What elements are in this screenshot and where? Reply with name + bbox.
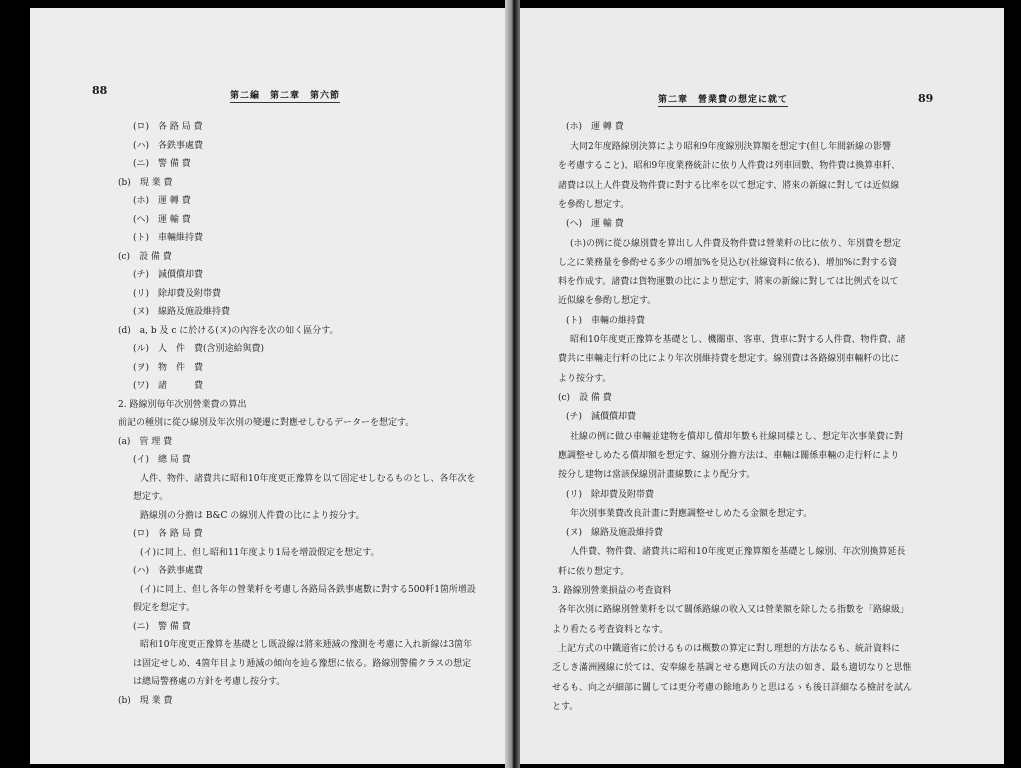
text-line: 按分し建物は當該保線別計畫線數により配分す。 [558,470,756,480]
text-line: 費共に車輛走行粁の比により年次別維持費を想定す。線別費は各路線別車輛粁の比に [558,354,900,364]
text-line: (イ)に同上、但し昭和11年度より1局を增設假定を想定す。 [140,548,380,558]
text-line: (ヲ) 物 件 費 [133,363,204,373]
running-head: 第二編 第二章 第六節 [230,88,340,103]
text-line: せるも、向之が細部に關しては更分考慮の餘地ありと思はるゝも後日詳細なる檢討を試ん [552,683,913,693]
book-gutter [505,0,520,768]
text-line: 應調整せしめたる償却額を想定す、線別分擔方法は、車輛は關係車輛の走行粁により [558,451,900,461]
text-line: 昭和10年度更正豫算を基礎とし、機關車、客車、貨車に對する人件費、物件費、諸 [570,335,906,345]
text-line: (b) 現 業 費 [118,178,173,188]
text-line: (ハ) 各鉄事處費 [133,566,204,576]
text-line: (c) 設 備 費 [558,393,612,403]
text-line: (イ)に同上、但し各年の營業粁を考慮し各路局各鉄事處數に對する500粁1箇所增設 [140,585,476,595]
text-line: 人件、物件、諸費共に昭和10年度更正豫算を以て固定せしむるものとし、各年次を [140,474,476,484]
text-line: は固定せしめ、4箇年目より逓減の傾向を辿る豫想に依る。路線別警備クラスの想定 [133,659,472,669]
text-line: (ニ) 警 備 費 [133,159,191,169]
text-line: (ワ) 諸 費 [133,381,204,391]
text-line: を考慮すること)、昭和9年度業務統計に依り人件費は列車回數、物件費は換算車粁、 [558,161,901,171]
text-line: (a) 管 理 費 [118,437,173,447]
page-number: 89 [918,92,934,105]
text-line: 社線の例に做ひ車輛並建物を償却し償却年數も社線同樣とし、想定年次事業費に對 [570,432,904,442]
text-line: 想定す。 [133,492,169,502]
text-line: 諸費は以上人件費及物件費に對する比率を以て想定す、將來の新線に對しては近似線 [558,181,900,191]
text-line: (チ) 減價償却費 [566,412,637,422]
text-line: (ホ)の例に從ひ線別費を算出し人件費及物件費は營業粁の比に依り、年別費を想定 [570,239,902,249]
text-line: は總局警務處の方針を考慮し按分す。 [133,677,286,687]
text-line: 各年次別に路線別營業粁を以て關係路線の收入又は營業額を除したる指數を「路線級」 [558,605,910,615]
text-line: (チ) 減價償却費 [133,270,204,280]
text-line: とす。 [552,702,579,712]
text-line: 粁に依り想定す。 [558,567,630,577]
running-head: 第二章 營業費の想定に就て [658,92,788,107]
text-line: (リ) 除却費及附帯費 [566,490,655,500]
page-number: 88 [92,84,108,97]
text-line: (ハ) 各鉄事處費 [133,141,204,151]
text-line: (ト) 車輛の維持費 [566,316,646,326]
text-line: (ル) 人 件 費(含別途給與費) [133,344,265,354]
section-heading: 2. 路線別毎年次別營業費の算出 [118,400,247,410]
text-line: (ヘ) 運 輸 費 [133,215,191,225]
text-line: 年次別事業費改良計畫に對應調整せしめたる金額を想定す。 [570,509,813,519]
text-line: より看たる考査資料となす。 [552,625,669,635]
text-line: (ト) 車輛維持費 [133,233,204,243]
text-line: 大同2年度路線別決算により昭和9年度線別決算額を想定す(但し年間新線の影響 [570,142,891,152]
text-line: 假定を想定す。 [133,603,196,613]
text-line: し之に業務量を參酌せる多少の增加%を見込む(社線資料に依る)、增加%に對する資 [558,258,898,268]
text-line: (ホ) 運 轉 費 [133,196,191,206]
text-line: 路線別の分擔は B&C の線別人件費の比により按分す。 [140,511,365,521]
text-line: (c) 設 備 費 [118,252,172,262]
text-line: 近似線を參酌し想定す。 [558,296,657,306]
text-line: (ヌ) 線路及施設維持費 [133,307,231,317]
text-line: を參酌し想定す。 [558,200,630,210]
text-line: 人件費、物件費、諸費共に昭和10年度更正豫算額を基礎とし線別、年次別換算延長 [570,547,906,557]
text-line: (イ) 總 局 費 [133,455,191,465]
text-line: 前記の種別に從ひ線別及年次別の變遷に對應せしむるデーターを想定す。 [118,418,415,428]
text-line: (d) a, b 及 c に於ける(ヌ)の內容を次の如く區分す。 [118,326,339,336]
text-line: 乏しき滿洲國線に於ては、安奉線を基調とせる應岡氏の方法の如き、最も適切なりと思惟 [552,663,912,673]
text-line: 昭和10年度更正豫算を基礎とし既設線は將来逓減の豫測を考慮に入れ新線は3箇年 [140,640,473,650]
text-line: (ヘ) 運 輸 費 [566,219,624,229]
text-line: (ニ) 警 備 費 [133,622,191,632]
text-line: (ロ) 各 路 局 費 [133,122,203,132]
right-page [520,8,1004,764]
text-line: (ヌ) 線路及施設維持費 [566,528,664,538]
text-line: (ホ) 運 轉 費 [566,122,624,132]
text-line: より按分す。 [558,374,612,384]
text-line: (リ) 除却費及附帯費 [133,289,222,299]
left-page [30,8,505,764]
text-line: 上記方式の中鐵道省に於けるものは概數の算定に對し理想的方法なるも、統計資料に [558,644,901,654]
section-heading: 3. 路線別營業損益の考査資料 [552,586,672,596]
text-line: 料を作成す。諸費は貨物運數の比により想定す、將來の新線に對しては比例式を以て [558,277,899,287]
text-line: (ロ) 各 路 局 費 [133,529,203,539]
text-line: (b) 現 業 費 [118,696,173,706]
